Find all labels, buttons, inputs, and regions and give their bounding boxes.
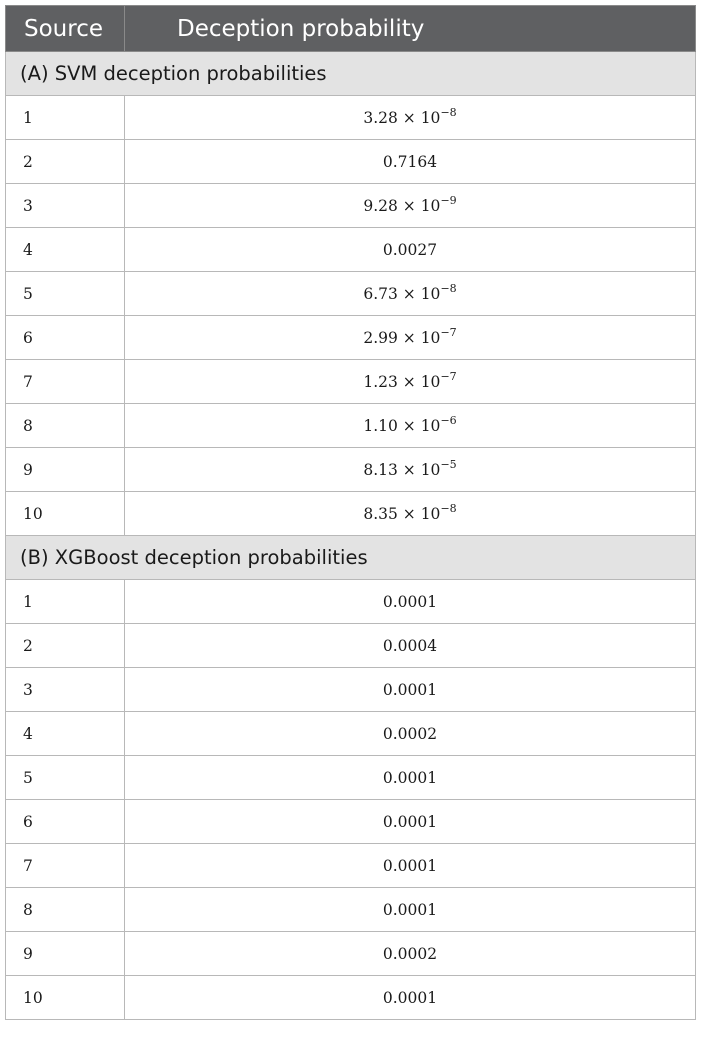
probability-cell: [125, 800, 696, 844]
probability-times-ten: × 10: [397, 504, 441, 523]
source-cell: 9: [6, 932, 125, 976]
table-row: [6, 448, 696, 492]
probability-cell: [125, 888, 696, 932]
probability-mantissa: 0.0001: [382, 812, 438, 831]
header-deception-probability: Deception probability: [125, 6, 696, 52]
probability-cell: [125, 492, 696, 536]
source-cell: 10: [6, 492, 125, 536]
probability-mantissa: 1.10: [363, 416, 398, 435]
source-cell: 2: [6, 140, 125, 184]
source-cell: 1: [6, 96, 125, 140]
probability-cell: [125, 624, 696, 668]
table-row: [6, 184, 696, 228]
probability-cell: [125, 668, 696, 712]
source-cell: 3: [6, 668, 125, 712]
table-row: [6, 228, 696, 272]
probability-exponent: −8: [440, 105, 457, 119]
source-cell: 5: [6, 272, 125, 316]
probability-cell: [125, 404, 696, 448]
source-cell: 7: [6, 360, 125, 404]
table-row: [6, 800, 696, 844]
source-cell: 7: [6, 844, 125, 888]
probability-cell: [125, 976, 696, 1020]
probability-times-ten: × 10: [397, 284, 441, 303]
source-cell: 4: [6, 228, 125, 272]
probability-mantissa: 0.0001: [382, 768, 438, 787]
deception-probability-table: [5, 5, 696, 1020]
source-cell: 1: [6, 580, 125, 624]
probability-exponent: −8: [440, 281, 457, 295]
probability-mantissa: 8.35: [363, 504, 398, 523]
probability-mantissa: 0.0001: [382, 680, 438, 699]
probability-cell: [125, 712, 696, 756]
source-cell: 8: [6, 404, 125, 448]
table-row: [6, 932, 696, 976]
table-row: [6, 844, 696, 888]
table-row: [6, 712, 696, 756]
probability-cell: [125, 932, 696, 976]
probability-exponent: −7: [440, 325, 457, 339]
probability-cell: [125, 96, 696, 140]
table-row: [6, 140, 696, 184]
table-row: [6, 624, 696, 668]
probability-cell: [125, 272, 696, 316]
probability-cell: [125, 844, 696, 888]
probability-times-ten: × 10: [397, 108, 441, 127]
table-row: [6, 272, 696, 316]
probability-cell: [125, 228, 696, 272]
probability-times-ten: × 10: [397, 460, 441, 479]
probability-cell: [125, 184, 696, 228]
probability-cell: [125, 756, 696, 800]
probability-mantissa: 6.73: [363, 284, 398, 303]
source-cell: 4: [6, 712, 125, 756]
table-row: [6, 404, 696, 448]
table-row: [6, 668, 696, 712]
probability-cell: [125, 448, 696, 492]
header-source: Source: [6, 6, 125, 52]
probability-times-ten: × 10: [397, 372, 441, 391]
table-row: [6, 976, 696, 1020]
probability-exponent: −5: [440, 457, 457, 471]
section-title: (A) SVM deception probabilities: [6, 52, 696, 96]
probability-times-ten: × 10: [397, 416, 441, 435]
probability-exponent: −9: [440, 193, 457, 207]
table-row: [6, 96, 696, 140]
section-title: (B) XGBoost deception probabilities: [6, 536, 696, 580]
probability-mantissa: 0.0001: [382, 856, 438, 875]
table-body: [6, 52, 696, 1020]
section-header-row: [6, 536, 696, 580]
source-cell: 9: [6, 448, 125, 492]
source-cell: 6: [6, 316, 125, 360]
deception-probability-table-container: [5, 5, 695, 1020]
table-row: [6, 888, 696, 932]
probability-times-ten: × 10: [397, 328, 441, 347]
source-cell: 6: [6, 800, 125, 844]
source-cell: 8: [6, 888, 125, 932]
probability-cell: [125, 140, 696, 184]
source-cell: 3: [6, 184, 125, 228]
probability-mantissa: 2.99: [363, 328, 398, 347]
table-row: [6, 360, 696, 404]
probability-cell: [125, 580, 696, 624]
probability-mantissa: 3.28: [363, 108, 398, 127]
probability-exponent: −7: [440, 369, 457, 383]
section-header-row: [6, 52, 696, 96]
probability-mantissa: 0.0004: [382, 636, 438, 655]
probability-mantissa: 8.13: [363, 460, 398, 479]
probability-mantissa: 0.0002: [382, 724, 438, 743]
probability-mantissa: 0.0001: [382, 900, 438, 919]
probability-mantissa: 0.0027: [382, 240, 438, 259]
source-cell: 10: [6, 976, 125, 1020]
probability-exponent: −8: [440, 501, 457, 515]
table-row: [6, 492, 696, 536]
probability-mantissa: 0.0002: [382, 944, 438, 963]
table-header-row: [6, 6, 696, 52]
probability-exponent: −6: [440, 413, 457, 427]
table-row: [6, 316, 696, 360]
table-row: [6, 580, 696, 624]
probability-mantissa: 0.0001: [382, 988, 438, 1007]
probability-mantissa: 0.0001: [382, 592, 438, 611]
source-cell: 2: [6, 624, 125, 668]
probability-mantissa: 1.23: [363, 372, 398, 391]
probability-times-ten: × 10: [397, 196, 441, 215]
probability-cell: [125, 360, 696, 404]
probability-mantissa: 9.28: [363, 196, 398, 215]
probability-mantissa: 0.7164: [382, 152, 438, 171]
table-row: [6, 756, 696, 800]
source-cell: 5: [6, 756, 125, 800]
probability-cell: [125, 316, 696, 360]
